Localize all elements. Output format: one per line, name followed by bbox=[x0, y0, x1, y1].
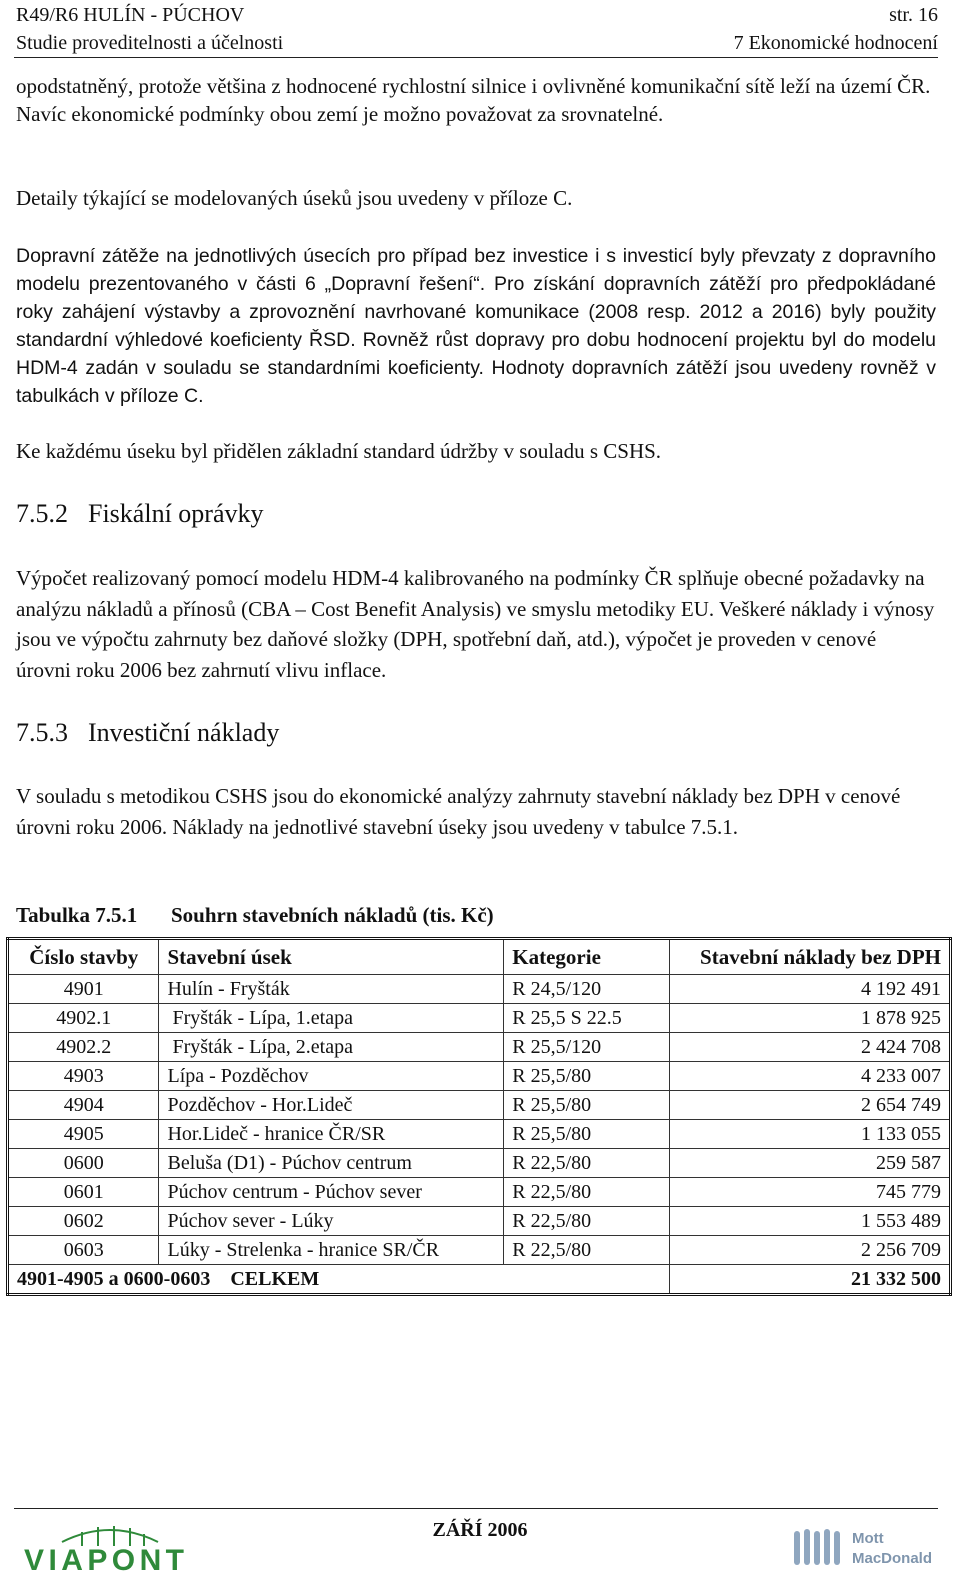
cell-cost: 1 878 925 bbox=[670, 1004, 951, 1033]
cell-section: Hulín - Fryšták bbox=[159, 975, 504, 1004]
cell-category: R 25,5/80 bbox=[504, 1091, 670, 1120]
cell-number: 0603 bbox=[8, 1236, 159, 1265]
paragraph-3: Dopravní zátěže na jednotlivých úsecích pro případ bez investice i s investicí byly převzaty z dopravního modelu prezentovaného v části 6 „Dopravní řešení“. Pro získání dopravních zátěží pro předpokládané roky zahájení výstavby a zprovoznění navrhované komunikace (2008 resp. 2012 a 2016) byly použity standardní výhledové koeficienty ŘSD. Rovněž růst dopravy pro dobu hodnocení projektu byl do modelu HDM-4 zadán v souladu se standardními koeficienty. Hodnoty dopravních zátěží jsou uvedeny rovněž v tabulkách v příloze C. bbox=[16, 245, 936, 407]
table-row bbox=[8, 1207, 951, 1236]
cell-section: Lúky - Strelenka - hranice SR/ČR bbox=[159, 1236, 504, 1265]
table-total-row bbox=[8, 1265, 951, 1295]
cell-number: 0600 bbox=[8, 1149, 159, 1178]
total-value: 21 332 500 bbox=[670, 1265, 951, 1295]
cell-cost: 2 424 708 bbox=[670, 1033, 951, 1062]
paragraph-2: Detaily týkající se modelovaných úseků jsou uvedeny v příloze C. bbox=[16, 186, 573, 210]
cell-cost: 1 553 489 bbox=[670, 1207, 951, 1236]
header-cell: Číslo stavby bbox=[8, 939, 159, 975]
macdonald-logo-text: MacDonald bbox=[852, 1550, 933, 1567]
cell-section: Púchov centrum - Púchov sever bbox=[159, 1178, 504, 1207]
page-number: str. 16 bbox=[889, 4, 938, 26]
cell-cost: 2 256 709 bbox=[670, 1236, 951, 1265]
header-cell: Kategorie bbox=[504, 939, 670, 975]
cell-cost: 745 779 bbox=[670, 1178, 951, 1207]
cell-number: 4903 bbox=[8, 1062, 159, 1091]
section-heading-753 bbox=[16, 718, 279, 748]
cell-cost: 4 233 007 bbox=[670, 1062, 951, 1091]
cell-number: 4902.2 bbox=[8, 1033, 159, 1062]
table-row bbox=[8, 1062, 951, 1091]
cell-number: 4902.1 bbox=[8, 1004, 159, 1033]
cell-category: R 25,5/80 bbox=[504, 1120, 670, 1149]
header-divider bbox=[14, 57, 938, 58]
cell-cost: 1 133 055 bbox=[670, 1120, 951, 1149]
table-number: Tabulka 7.5.1 bbox=[16, 903, 138, 927]
cell-category: R 22,5/80 bbox=[504, 1207, 670, 1236]
table-header-row bbox=[8, 939, 951, 975]
table-caption bbox=[16, 903, 494, 928]
table-row bbox=[8, 1120, 951, 1149]
page-header-top bbox=[16, 2, 938, 28]
cell-category: R 22,5/80 bbox=[504, 1236, 670, 1265]
chapter-title: 7 Ekonomické hodnocení bbox=[733, 32, 938, 54]
cell-section: Fryšták - Lípa, 1.etapa bbox=[159, 1004, 504, 1033]
footer-divider bbox=[14, 1508, 938, 1509]
document-title: Studie proveditelnosti a účelnosti bbox=[16, 32, 284, 54]
section-title: Fiskální oprávky bbox=[88, 499, 264, 528]
cell-number: 4901 bbox=[8, 975, 159, 1004]
construction-costs-table bbox=[6, 937, 952, 1296]
cell-category: R 25,5/80 bbox=[504, 1062, 670, 1091]
table-row bbox=[8, 1178, 951, 1207]
cell-category: R 22,5/80 bbox=[504, 1149, 670, 1178]
cell-category: R 25,5/120 bbox=[504, 1033, 670, 1062]
paragraph-fiscal: Výpočet realizovaný pomocí modelu HDM-4 kalibrovaného na podmínky ČR splňuje obecné požadavky na analýzu nákladů a přínosů (CBA – Cost Benefit Analysis) ve smyslu metodiky EU. Veškeré náklady i výnosy jsou ve výpočtu zahrnuty bez daňové složky (DPH, spotřební daň, atd.), výpočet je proveden v cenové úrovni roku 2006 bez zahrnutí vlivu inflace. bbox=[16, 566, 935, 682]
header-cell: Stavební úsek bbox=[159, 939, 504, 975]
mott-macdonald-mark-icon bbox=[794, 1529, 840, 1565]
section-title: Investiční náklady bbox=[88, 718, 280, 747]
table-title: Souhrn stavebních nákladů (tis. Kč) bbox=[171, 903, 494, 927]
total-label: 4901-4905 a 0600-0603 CELKEM bbox=[8, 1265, 670, 1295]
cell-section: Hor.Lideč - hranice ČR/SR bbox=[159, 1120, 504, 1149]
header-cell: Stavební náklady bez DPH bbox=[670, 939, 951, 975]
section-number: 7.5.2 bbox=[16, 499, 68, 528]
footer-date: ZÁŘÍ 2006 bbox=[432, 1519, 528, 1541]
section-number: 7.5.3 bbox=[16, 718, 68, 747]
viapont-logo-text: VIAPONT bbox=[24, 1544, 184, 1572]
cell-section: Púchov sever - Lúky bbox=[159, 1207, 504, 1236]
cell-section: Lípa - Pozděchov bbox=[159, 1062, 504, 1091]
cell-number: 0601 bbox=[8, 1178, 159, 1207]
table-row bbox=[8, 975, 951, 1004]
paragraph-investment: V souladu s metodikou CSHS jsou do ekonomické analýzy zahrnuty stavební náklady bez DPH v cenové úrovni roku 2006. Náklady na jednotlivé stavební úseky jsou uvedeny v tabulce 7.5.1. bbox=[16, 784, 901, 839]
table-row bbox=[8, 1004, 951, 1033]
cell-category: R 24,5/120 bbox=[504, 975, 670, 1004]
paragraph-1: opodstatněný, protože většina z hodnocené rychlostní silnice i ovlivněné komunikační sítě leží na území ČR. Navíc ekonomické podmínky obou zemí je možno považovat za srovnatelné. bbox=[16, 74, 931, 126]
viapont-bridge-icon bbox=[62, 1526, 158, 1546]
page-header-bottom bbox=[16, 30, 938, 56]
paragraph-4: Ke každému úseku byl přidělen základní standard údržby v souladu s CSHS. bbox=[16, 439, 662, 463]
table-row bbox=[8, 1091, 951, 1120]
document-code: R49/R6 HULÍN - PÚCHOV bbox=[16, 4, 245, 26]
table-row bbox=[8, 1236, 951, 1265]
cell-cost: 259 587 bbox=[670, 1149, 951, 1178]
cell-cost: 4 192 491 bbox=[670, 975, 951, 1004]
cell-section: Fryšták - Lípa, 2.etapa bbox=[159, 1033, 504, 1062]
cell-section: Beluša (D1) - Púchov centrum bbox=[159, 1149, 504, 1178]
section-heading-752 bbox=[16, 499, 264, 529]
table-row bbox=[8, 1033, 951, 1062]
cell-number: 0602 bbox=[8, 1207, 159, 1236]
mott-logo-text: Mott bbox=[852, 1530, 884, 1547]
cell-cost: 2 654 749 bbox=[670, 1091, 951, 1120]
cell-number: 4904 bbox=[8, 1091, 159, 1120]
viapont-logo bbox=[22, 1518, 197, 1572]
cell-category: R 25,5 S 22.5 bbox=[504, 1004, 670, 1033]
cell-category: R 22,5/80 bbox=[504, 1178, 670, 1207]
table-row bbox=[8, 1149, 951, 1178]
cell-number: 4905 bbox=[8, 1120, 159, 1149]
mott-macdonald-logo bbox=[790, 1523, 940, 1569]
cell-section: Pozděchov - Hor.Lideč bbox=[159, 1091, 504, 1120]
